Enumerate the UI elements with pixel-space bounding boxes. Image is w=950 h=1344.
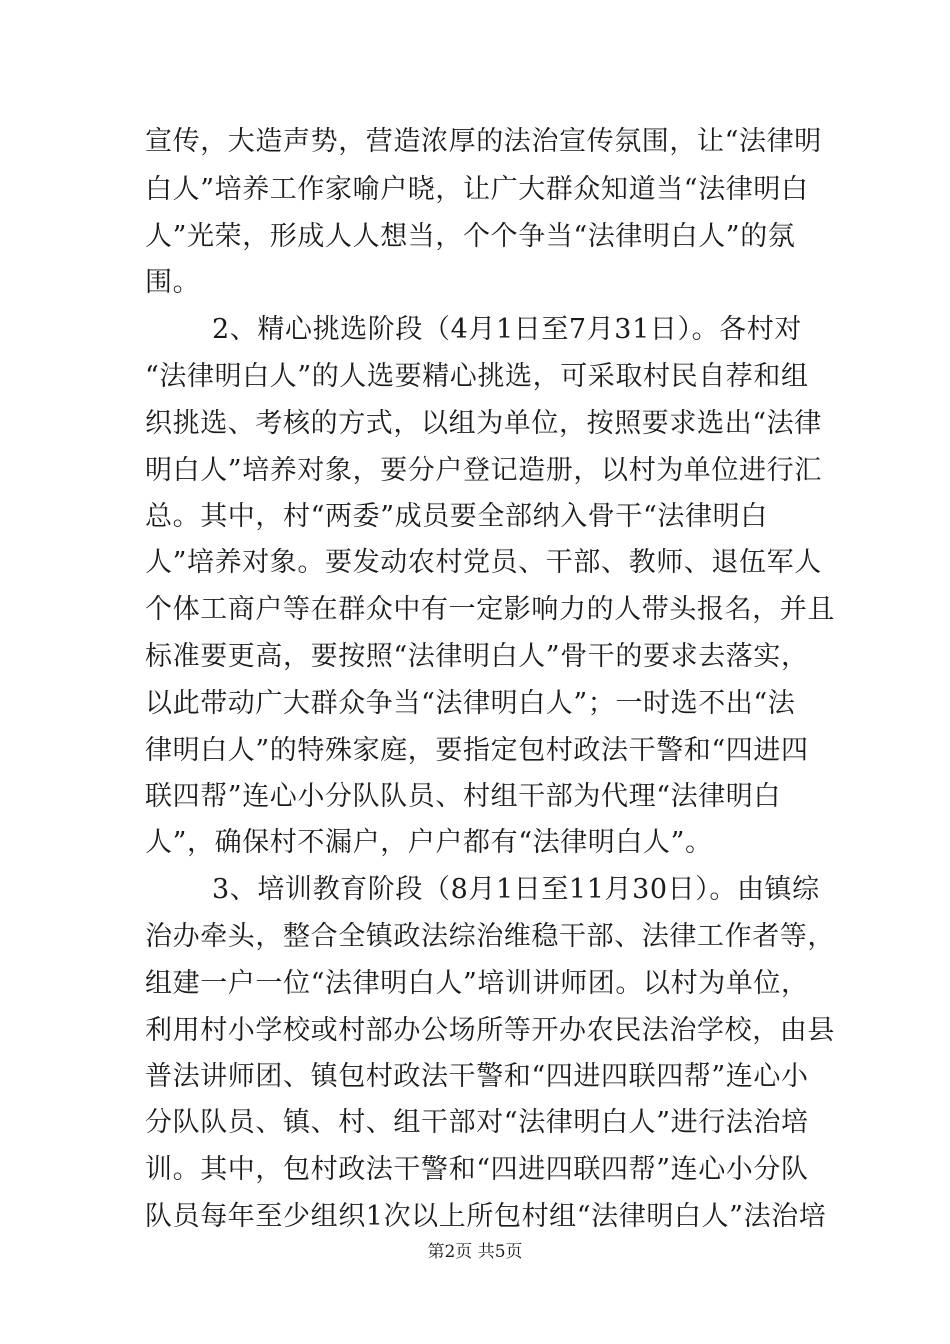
text-line-16: 人”，确保村不漏户，户户都有“法律明白人”。 (145, 827, 713, 858)
text-line-11: 个体工商户等在群众中有一定影响力的人带头报名，并且 (145, 594, 835, 625)
text-line-6: “法律明白人”的人选要精心挑选，可采取村民自荐和组 (145, 361, 809, 392)
paragraph-3-heading-line: 3、培训教育阶段（8月1日至11月30日）。由镇综 (212, 874, 820, 905)
text-line-20: 利用村小学校或村部办公场所等开办农民法治学校，由县 (145, 1015, 835, 1046)
text-line-10: 人”培养对象。要发动农村党员、干部、教师、退伍军人 (145, 547, 822, 578)
page-number-footer: 第2页 共5页 (427, 1242, 523, 1262)
text-line-14: 律明白人”的特殊家庭，要指定包村政法干警和“四进四 (145, 735, 809, 766)
text-line-8: 明白人”培养对象，要分户登记造册，以村为单位进行汇 (145, 455, 822, 486)
text-line-23: 训。其中，包村政法干警和“四进四联四帮”连心小分队 (145, 1154, 809, 1185)
text-line-19: 组建一户一位“法律明白人”培训讲师团。以村为单位， (145, 968, 809, 999)
text-line-13: 以此带动广大群众争当“法律明白人”；一时选不出“法 (145, 688, 796, 719)
text-line-9: 总。其中，村“两委”成员要全部纳入骨干“法律明白 (145, 501, 768, 532)
text-line-24: 队员每年至少组织1次以上所包村组“法律明白人”法治培 (145, 1201, 827, 1232)
text-line-3: 人”光荣，形成人人想当，个个争当“法律明白人”的氛 (145, 221, 796, 252)
text-line-7: 织挑选、考核的方式，以组为单位，按照要求选出“法律 (145, 408, 822, 439)
text-line-2: 白人”培养工作家喻户晓，让广大群众知道当“法律明白 (145, 174, 809, 205)
text-line-18: 治办牵头，整合全镇政法综治维稳干部、法律工作者等， (145, 921, 835, 952)
text-line-21: 普法讲师团、镇包村政法干警和“四进四联四帮”连心小 (145, 1061, 809, 1092)
paragraph-2-heading-line: 2、精心挑选阶段（4月1日至7月31日）。各村对 (212, 314, 802, 345)
text-line-22: 分队队员、镇、村、组干部对“法律明白人”进行法治培 (145, 1107, 809, 1138)
text-line-4: 围。 (145, 267, 201, 298)
text-line-1: 宣传，大造声势，营造浓厚的法治宣传氛围，让“法律明 (145, 126, 822, 157)
text-line-15: 联四帮”连心小分队队员、村组干部为代理“法律明白 (145, 781, 782, 812)
text-line-12: 标准要更高，要按照“法律明白人”骨干的要求去落实， (145, 641, 809, 672)
